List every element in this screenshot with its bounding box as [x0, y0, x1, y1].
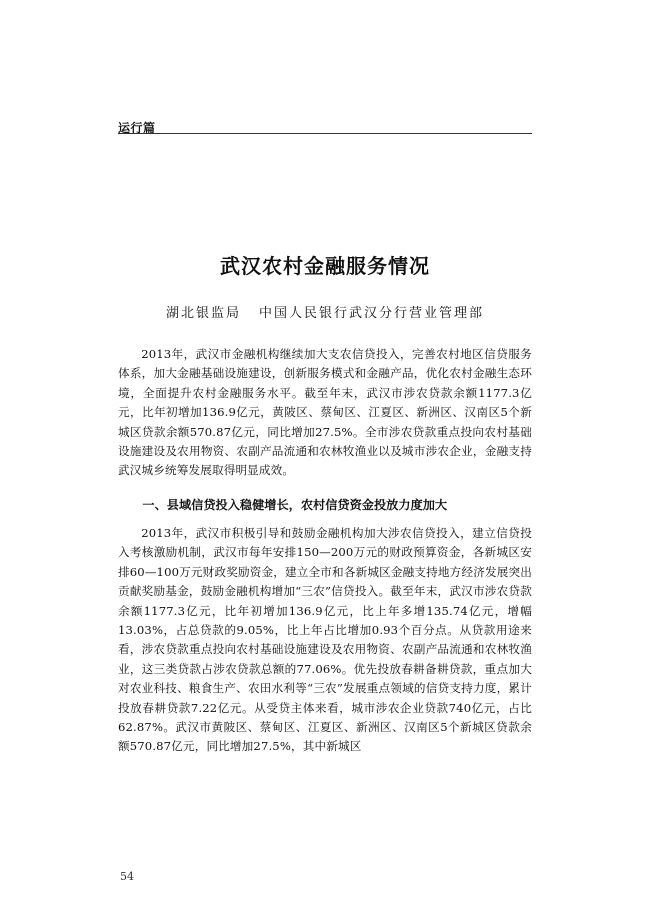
running-header-section-label: 运行篇: [118, 121, 156, 135]
section-heading: 一、县域信贷投入稳健增长，农村信贷资金投放力度加大: [142, 498, 448, 512]
page-number: 54: [120, 870, 134, 883]
article-title: 武汉农村金融服务情况: [220, 254, 430, 278]
author-2: 中国人民银行武汉分行营业管理部: [259, 306, 485, 321]
article-authors: [0, 302, 650, 321]
header-divider: [118, 133, 532, 134]
author-1: 湖北银监局: [165, 306, 241, 321]
section-paragraph: 2013年，武汉市积极引导和鼓励金融机构加大涉农信贷投入，建立信贷投入考核激励机制，武汉市每年安排150—200万元的财政预算资金，各新城区安排60—100万元财政奖励资金，建立全市和各新城区金融支持地方经济发展突出贡献奖励基金，鼓励金融机构增加“三农”信贷投入。截至年末，武汉市涉农贷款余额1177.3亿元，比年初增加136.9亿元，比上年多增135.74亿元，增幅13.03%，占总贷款的9.05%，比上年占比增加0.93个百分点。从贷款用途来看，涉农贷款重点投向农村基础设施建设及农用物资、农副产品流通和农林牧渔业，这三类贷款占涉农贷款总额的77.06%。优先投放春耕备耕贷款，重点加大对农业科技、粮食生产、农田水利等“三农”发展重点领域的信贷支持力度，累计投放春耕贷款7.22亿元。从受贷主体来看，城市涉农企业贷款740亿元，占比62.87%。武汉市黄陂区、蔡甸区、江夏区、新洲区、汉南区5个新城区贷款余额570.87亿元，同比增加27.5%，其中新城区: [118, 526, 532, 754]
intro-paragraph: 2013年，武汉市金融机构继续加大支农信贷投入，完善农村地区信贷服务体系，加大金融基础设施建设，创新服务模式和金融产品，优化农村金融生态环境，全面提升农村金融服务水平。截至年末，武汉市涉农贷款余额1177.3亿元，比年初增加136.9亿元，黄陂区、蔡甸区、江夏区、新洲区、汉南区5个新城区贷款余额570.87亿元，同比增加27.5%。全市涉农贷款重点投向农村基础设施建设及农用物资、农副产品流通和农林牧渔业以及城市涉农企业，金融支持武汉城乡统筹发展取得明显成效。: [118, 347, 532, 478]
